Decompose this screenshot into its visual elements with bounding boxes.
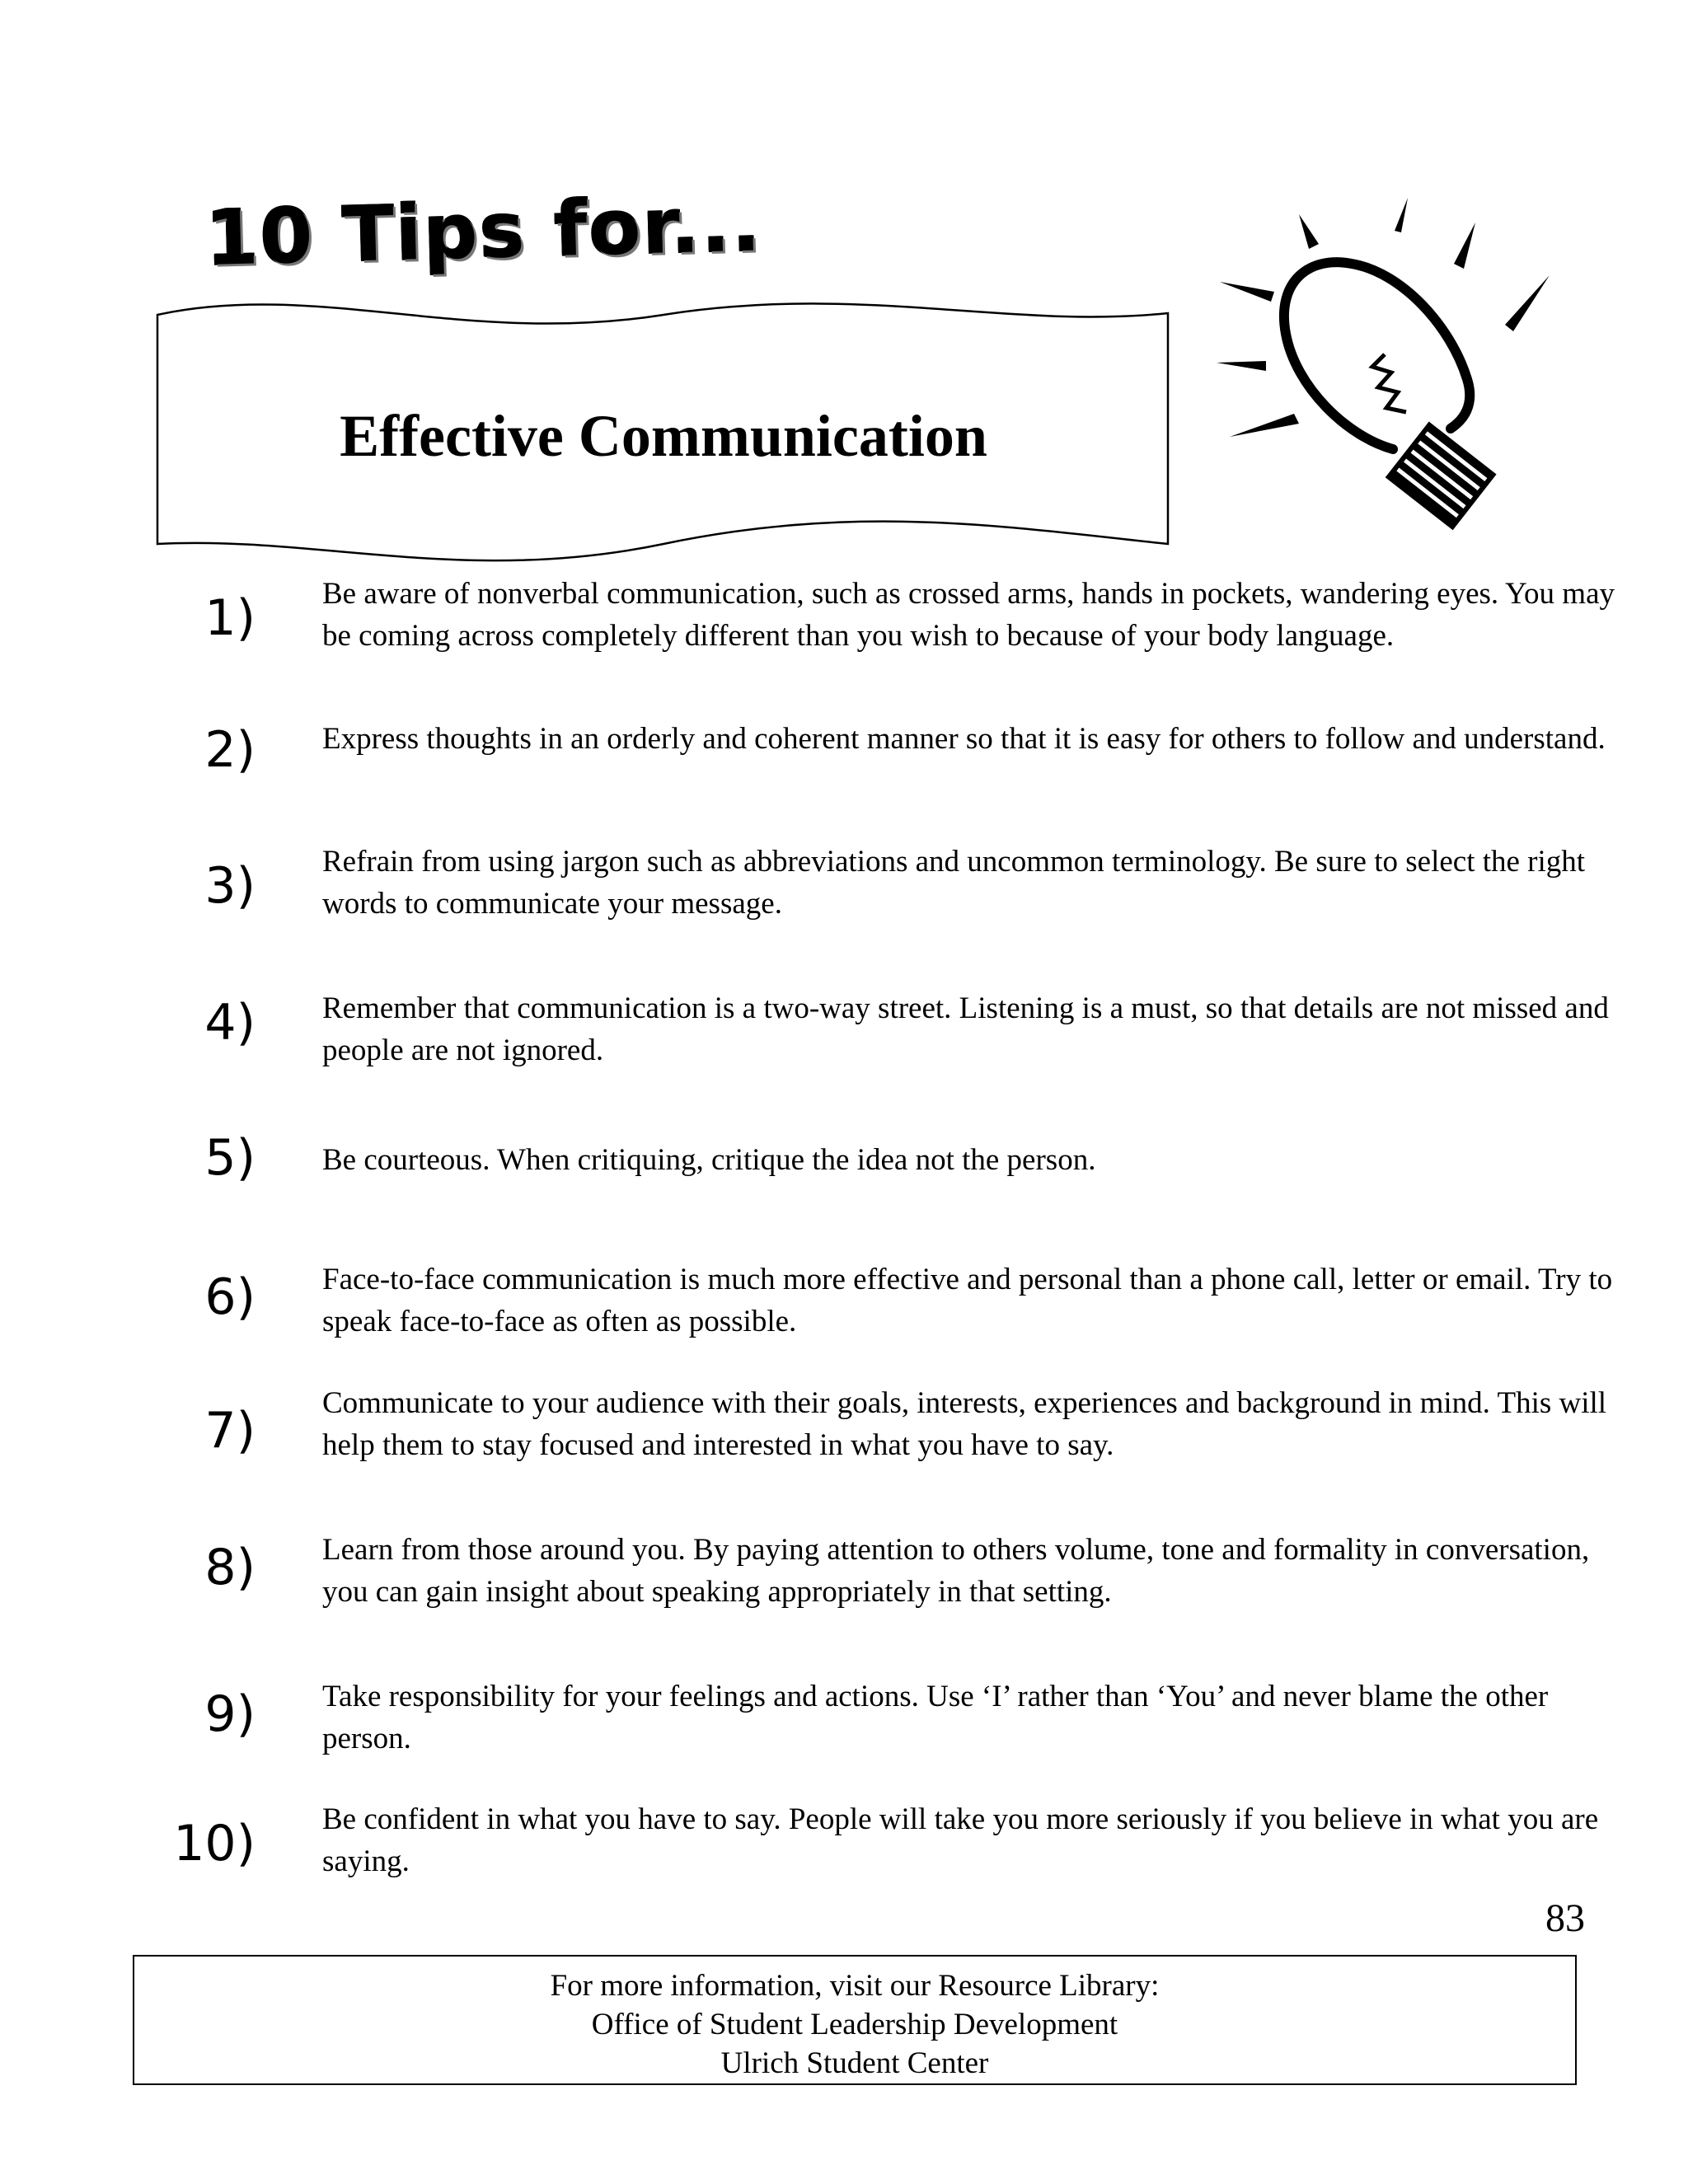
tip-number: 10) xyxy=(173,1815,256,1872)
title-banner xyxy=(152,297,1175,577)
tip-number: 9) xyxy=(204,1685,256,1743)
tip-text: Express thoughts in an orderly and coherent manner so that it is easy for others to follow and understand. xyxy=(322,722,1606,756)
footer-line-location: Ulrich Student Center xyxy=(720,2046,989,2080)
page-number: 83 xyxy=(1545,1896,1585,1940)
tip-number: 5) xyxy=(204,1129,256,1187)
tip-text: Be courteous. When critiquing, critique the idea not the person. xyxy=(322,1143,1096,1177)
tip-text: Take responsibility for your feelings and actions. Use ‘I’ rather than ‘You’ and never blame the other person. xyxy=(322,1680,1549,1755)
header-title: 10 Tips for... xyxy=(204,180,763,283)
tip-text: Face-to-face communication is much more effective and personal than a phone call, letter or email. Try to speak face-to-face as often as possible. xyxy=(322,1263,1613,1338)
page-subtitle: Effective Communication xyxy=(340,403,987,469)
light-bulb-icon xyxy=(1203,190,1566,536)
tip-text: Be aware of nonverbal communication, such as crossed arms, hands in pockets, wandering eyes. You may be coming across completely different than you wish to because of your body language. xyxy=(322,577,1615,653)
tip-number: 3) xyxy=(204,857,256,915)
tip-number: 7) xyxy=(204,1402,256,1460)
footer-info-box xyxy=(133,1955,1577,2085)
tip-text: Be confident in what you have to say. People will take you more seriously if you believe in what you are saying. xyxy=(322,1802,1599,1878)
footer-line-office: Office of Student Leadership Development xyxy=(591,2008,1118,2041)
footer-line-resource-library: For more information, visit our Resource Library: xyxy=(550,1969,1160,2003)
tip-number: 8) xyxy=(204,1539,256,1596)
tip-text: Learn from those around you. By paying attention to others volume, tone and formality in conversation, you can gain insight about speaking appropriately in that setting. xyxy=(322,1533,1590,1609)
tip-text: Refrain from using jargon such as abbreviations and uncommon terminology. Be sure to select the right words to communicate your message. xyxy=(322,845,1586,921)
tip-number: 2) xyxy=(204,721,256,779)
tip-number: 1) xyxy=(204,589,256,647)
tip-number: 4) xyxy=(204,994,256,1052)
tip-number: 6) xyxy=(204,1268,256,1326)
tip-text: Communicate to your audience with their goals, interests, experiences and background in mind. This will help them to stay focused and interested in what you have to say. xyxy=(322,1386,1607,1462)
tip-text: Remember that communication is a two-way street. Listening is a must, so that details are not missed and people are not ignored. xyxy=(322,991,1609,1067)
